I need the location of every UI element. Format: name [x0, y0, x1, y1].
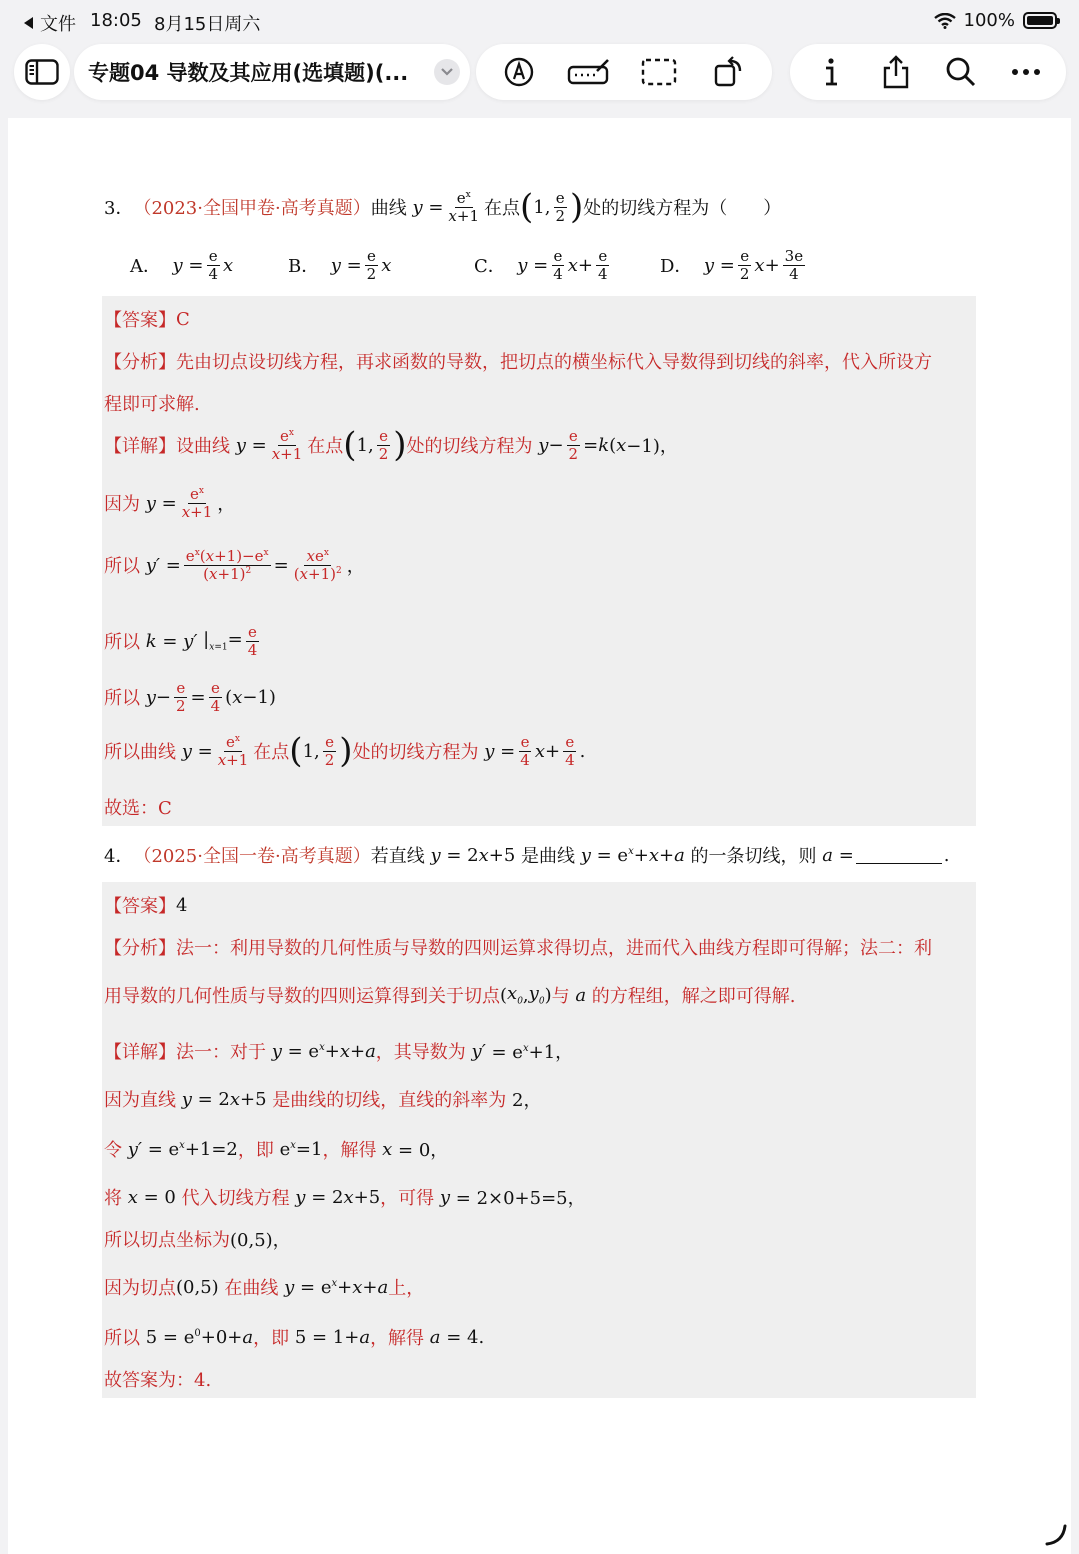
status-bar — [0, 0, 1079, 40]
q4-detail-6: 因为切点 (0,5) 在曲线 y = $e^x+$ x + a 上， — [104, 1274, 424, 1300]
chevron-down-icon[interactable] — [434, 59, 460, 85]
battery-icon — [1023, 12, 1057, 29]
detail-text: 因为切点 — [104, 1278, 176, 1299]
q4-conclusion — [104, 1366, 211, 1392]
option-a[interactable]: A． y = $\frac{e}{4}$ x — [130, 247, 234, 283]
keyboard-annotation-icon[interactable] — [567, 50, 611, 94]
q3-detail-5: 所以 y − $\frac{e}{2}$ = $\frac{e}{4}$ ( x −1) — [104, 679, 276, 715]
q4-analysis-cont: 用导数的几何性质与导数的四则运算得到关于切点 ( $x_0$ , $y_0$ ) 与 a 的方程组，解之即可得解. — [104, 983, 796, 1007]
sidebar-icon — [25, 59, 59, 85]
answer-blank[interactable] — [856, 846, 942, 864]
detail-text: 所以 — [104, 688, 140, 709]
q4-detail-7: 所以 $5 = e^0+0+$ a ，即 5 = 1+ a ，解得 a = 4. — [104, 1324, 484, 1350]
question-text: 处的切线方程为（ ） — [583, 198, 782, 219]
detail-text: 令 — [104, 1140, 122, 1161]
question-number: 4． — [104, 846, 134, 867]
detail-text: 上， — [388, 1278, 425, 1299]
detail-text: 代入切线方程 — [181, 1188, 290, 1209]
question-3: 3． （2023·全国甲卷·高考真题） 曲线 y = $\frac{e^x}{x+1}$ 在点 ( 1, $\frac{e}{2}$ ) 处的切线方程为（ ） — [104, 187, 782, 227]
scroll-corner-icon — [1043, 1522, 1069, 1548]
q3-conclusion — [104, 794, 172, 820]
q4-detail-4: 将 x = 0 代入切线方程 y = 2 x +5 ，可得 y = 2×0+5=5， — [104, 1184, 586, 1210]
pen-markup-icon[interactable] — [497, 50, 541, 94]
option-d[interactable]: D． y = $\frac{e}{2}$ x + $\frac{3e}{4}$ — [660, 247, 804, 283]
detail-text: 因为 — [104, 494, 140, 515]
answer-tag: 【答案】 — [104, 896, 176, 917]
rotate-icon[interactable] — [707, 50, 751, 94]
analysis-tag: 【分析】 — [104, 938, 176, 959]
analysis-text: 与 — [551, 986, 570, 1007]
search-icon[interactable] — [939, 50, 983, 94]
question-text: 在点 — [484, 198, 521, 219]
detail-text: 处的切线方程为 — [406, 436, 533, 457]
question-source: （2023·全国甲卷·高考真题） — [133, 198, 371, 219]
detail-text: 将 — [104, 1188, 122, 1209]
detail-text: 所以切点坐标为 — [104, 1230, 230, 1251]
battery-percent: 100% — [963, 10, 1015, 31]
detail-text: 法一：对于 — [176, 1042, 266, 1063]
detail-text: 因为直线 — [104, 1090, 176, 1111]
wifi-icon — [934, 13, 956, 29]
question-text: 若直线 — [370, 846, 425, 867]
back-label: 文件 — [40, 14, 76, 35]
back-triangle-icon — [22, 16, 34, 30]
status-date: 8月15日周六 — [154, 14, 261, 35]
analysis-text: 先由切点设切线方程，再求函数的导数，把切点的横坐标代入导数得到切线的斜率，代入所设方 — [176, 352, 932, 373]
question-text: 是曲线 — [521, 846, 576, 867]
conclusion-text: 故答案为：4. — [104, 1370, 212, 1391]
q4-detail-2: 因为直线 y = 2 x +5 是曲线的切线，直线的斜率为 2， — [104, 1086, 541, 1112]
sidebar-toggle-button[interactable] — [14, 44, 70, 100]
question-number: 3． — [104, 198, 134, 219]
detail-text: 所以曲线 — [104, 742, 176, 763]
question-4: 4． （2025·全国一卷·高考真题） 若直线 y = 2 x +5 是曲线 y = $e^x+$ x + a 的一条切线，则 a = . — [104, 842, 950, 868]
q3-detail-1: 【详解】 设曲线 y = $\frac{e^x}{x+1}$ 在点 ( 1, $\frac{e}{2}$ ) 处的切线方程为 y − $\frac{e}{2}$ = k ( x −1)， — [104, 425, 678, 465]
q4-detail-5: 所以切点坐标为 (0,5)， — [104, 1226, 291, 1252]
analysis-text: 的方程组，解之即可得解. — [591, 986, 796, 1007]
detail-text: ，即 — [253, 1328, 290, 1349]
detail-tag: 【详解】 — [104, 436, 176, 457]
q4-answer — [104, 892, 187, 918]
detail-text: 是曲线的切线，直线的斜率为 — [272, 1090, 507, 1111]
document-title: 专题04 导数及其应用(选填题)(... — [88, 61, 409, 85]
detail-text: 在曲线 — [224, 1278, 279, 1299]
question-text: 曲线 — [370, 198, 407, 219]
question-source: （2025·全国一卷·高考真题） — [133, 846, 371, 867]
analysis-tag: 【分析】 — [104, 352, 176, 373]
answer-tag: 【答案】 — [104, 310, 176, 331]
detail-text: ，其导数为 — [375, 1042, 466, 1063]
option-label: B． — [288, 256, 320, 277]
status-right — [934, 10, 1057, 31]
q3-detail-3: 所以 y′ = $\frac{e^x(x+1)-e^x}{(x+1)^2}$ = $\frac{xe^x}{(x+1)^2}$ ， — [104, 547, 365, 583]
markup-toolbar — [476, 44, 772, 100]
q3-detail-2: 因为 y = $\frac{e^x}{x+1}$ ， — [104, 485, 236, 521]
analysis-text: 用导数的几何性质与导数的四则运算得到关于切点 — [104, 986, 500, 1007]
q3-answer — [104, 306, 190, 332]
detail-tag: 【详解】 — [104, 1042, 176, 1063]
detail-text: 所以 — [104, 556, 140, 577]
answer-value: 4 — [176, 894, 188, 916]
back-to-files[interactable] — [22, 10, 76, 36]
detail-text: ，可得 — [380, 1188, 435, 1209]
q4-detail-3: 令 y′ = $e^x+1=2$ ，即 $e^x=1$ ，解得 x = 0， — [104, 1136, 448, 1162]
more-icon[interactable] — [1004, 50, 1048, 94]
option-b[interactable]: B． y = $\frac{e}{2}$ x — [288, 247, 392, 283]
share-icon[interactable] — [874, 50, 918, 94]
analysis-text: 程即可求解. — [104, 394, 200, 415]
detail-text: ，解得 — [322, 1140, 377, 1161]
action-toolbar — [790, 44, 1066, 100]
conclusion-text: 故选：C — [104, 798, 172, 819]
option-c[interactable]: C． y = $\frac{e}{4}$ x + $\frac{e}{4}$ — [474, 247, 608, 283]
detail-text: ，解得 — [370, 1328, 425, 1349]
q3-detail-6: 所以曲线 y = $\frac{e^x}{x+1}$ 在点 ( 1, $\frac{e}{2}$ ) 处的切线方程为 y = $\frac{e}{4}$ x + $\frac{e}{4}$ . — [104, 731, 586, 771]
detail-text: 所以 — [104, 632, 140, 653]
detail-text: 设曲线 — [176, 436, 230, 457]
q3-detail-4: 所以 k = y′ $|_{x=1}=$ $\frac{e}{4}$ — [104, 623, 258, 659]
q4-detail-1: 【详解】 法一：对于 y = $e^x+$ x + a ，其导数为 y′ = $e^x+1$， — [104, 1038, 573, 1064]
q3-analysis — [104, 348, 932, 374]
q4-analysis — [104, 934, 932, 960]
option-label: C． — [474, 256, 506, 277]
document-title-menu[interactable] — [74, 44, 470, 100]
option-label: A． — [130, 256, 161, 277]
detail-text: ，即 — [237, 1140, 274, 1161]
question-text: 的一条切线，则 — [690, 846, 817, 867]
option-label: D． — [660, 256, 693, 277]
analysis-text: 法一：利用导数的几何性质与导数的四则运算求得切点，进而代入曲线方程即可得解；法二：利 — [176, 938, 932, 959]
info-icon[interactable] — [809, 50, 853, 94]
detail-text: 所以 — [104, 1328, 140, 1349]
detail-text: 处的切线方程为 — [352, 742, 479, 763]
selection-icon[interactable] — [637, 50, 681, 94]
detail-text: 在点 — [307, 436, 344, 457]
detail-text: 在点 — [253, 742, 290, 763]
answer-value: C — [176, 308, 190, 330]
status-time: 18:05 — [90, 10, 142, 31]
q3-analysis-cont — [104, 390, 200, 416]
